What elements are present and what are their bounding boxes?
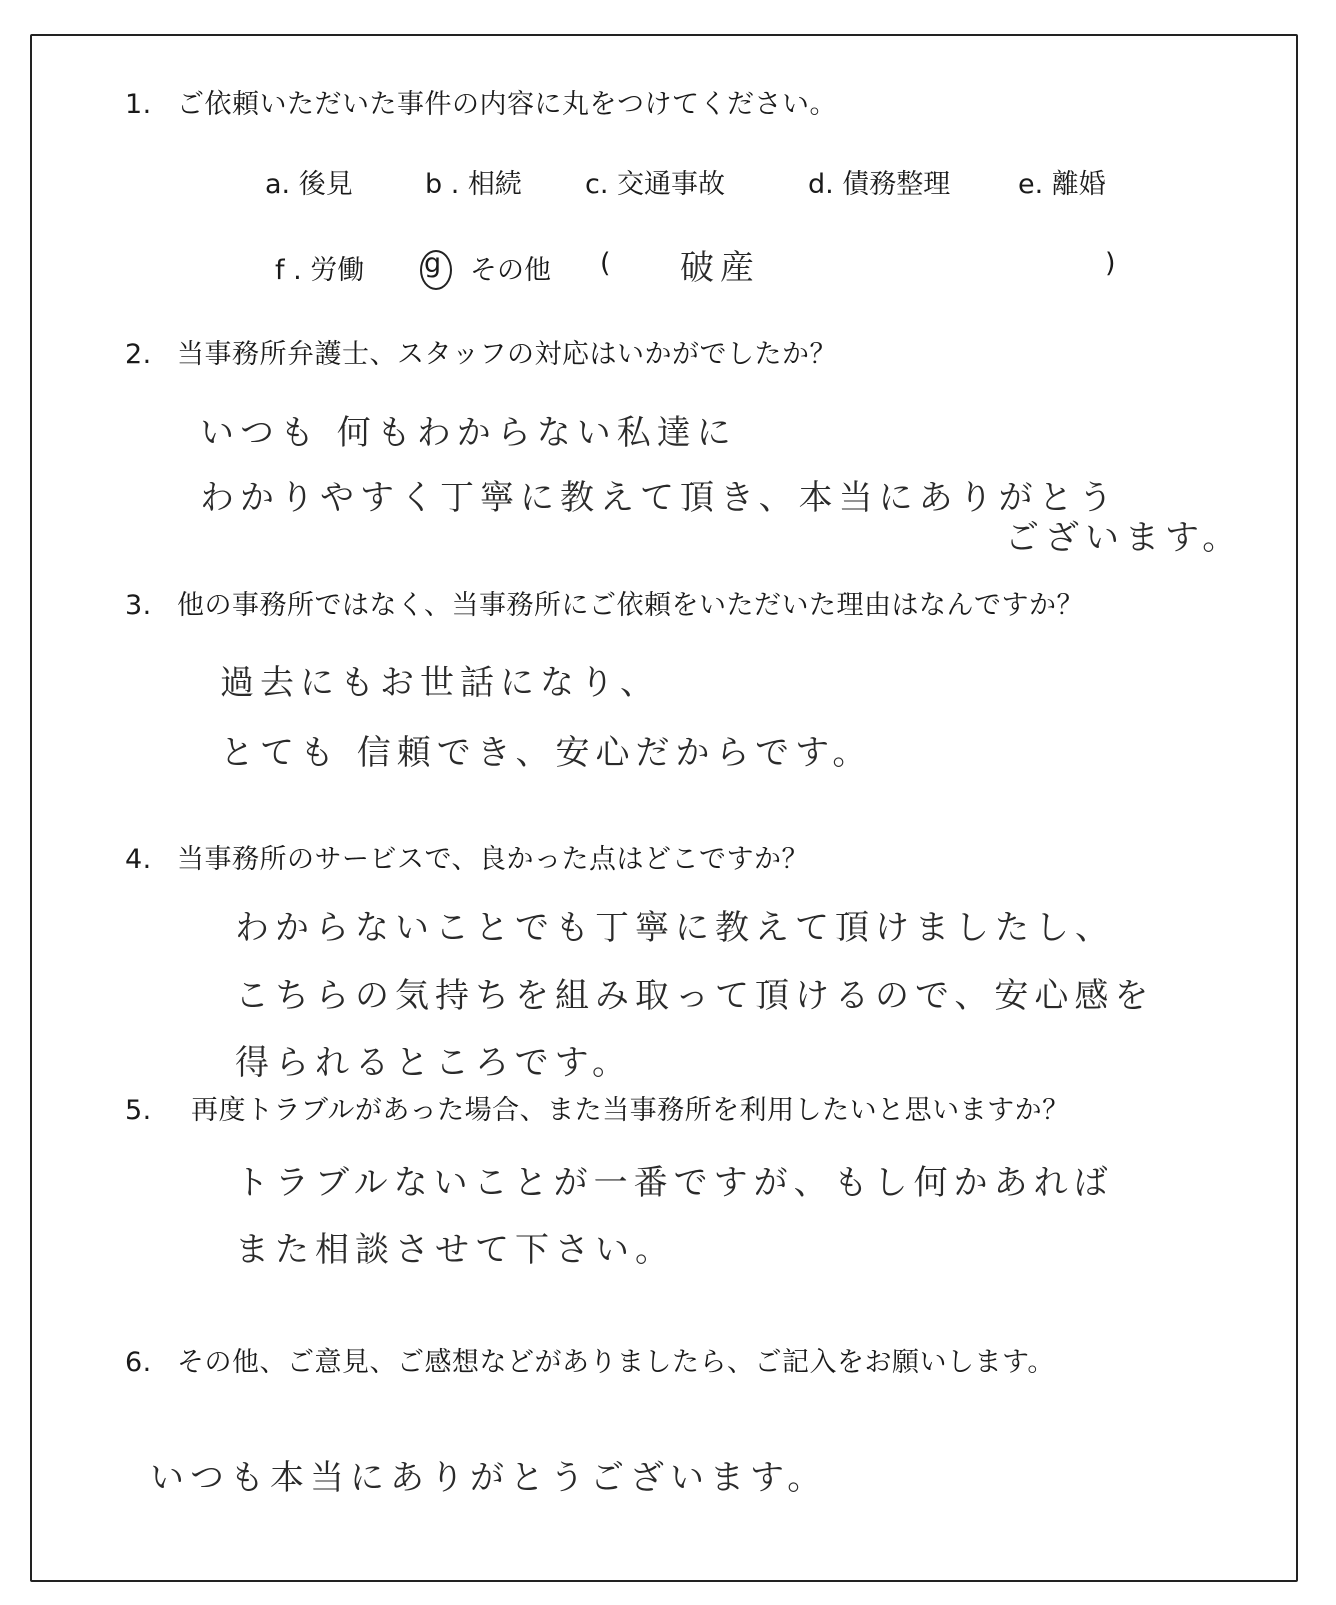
answer-2-line-2: わかりやすく丁寧に教えて頂き、本当にありがとう bbox=[200, 478, 1119, 518]
question-number: 5. bbox=[125, 1095, 152, 1126]
option-g-label: その他 bbox=[470, 255, 551, 286]
answer-2-line-3: ございます。 bbox=[1005, 518, 1243, 558]
question-1 bbox=[125, 82, 837, 121]
question-2 bbox=[125, 332, 837, 371]
answer-5-line-2: また相談させて下さい。 bbox=[235, 1230, 675, 1270]
option-e: e. 離婚 bbox=[1018, 169, 1106, 200]
question-text: その他、ご意見、ご感想などがありましたら、ご記入をお願いします。 bbox=[177, 1347, 1055, 1378]
question-number: 2. bbox=[125, 339, 152, 370]
option-d: d. 債務整理 bbox=[808, 169, 951, 200]
paren-open: ( bbox=[600, 248, 611, 279]
question-text: 再度トラブルがあった場合、また当事務所を利用したいと思いますか？ bbox=[191, 1095, 1070, 1126]
question-4 bbox=[125, 837, 809, 876]
answer-5-line-1: トラブルないことが一番ですが、もし何かあれば bbox=[235, 1163, 1114, 1203]
option-b: b . 相続 bbox=[425, 169, 522, 200]
answer-3-line-1: 過去にもお世話になり、 bbox=[220, 663, 660, 703]
question-5 bbox=[125, 1088, 1070, 1127]
question-number: 6. bbox=[125, 1347, 152, 1378]
option-a: a. 後見 bbox=[265, 169, 353, 200]
answer-2-line-1: いつも 何もわからない私達に bbox=[200, 413, 737, 453]
answer-4-line-2: こちらの気持ちを組み取って頂けるので、安心感を bbox=[235, 976, 1155, 1016]
question-text: 他の事務所ではなく、当事務所にご依頼をいただいた理由はなんですか？ bbox=[177, 590, 1084, 621]
paren-close: ) bbox=[1105, 248, 1116, 279]
question-text: 当事務所のサービスで、良かった点はどこですか？ bbox=[177, 844, 809, 875]
answer-4-line-3: 得られるところです。 bbox=[235, 1043, 632, 1083]
question-number: 4. bbox=[125, 844, 152, 875]
question-number: 1. bbox=[125, 89, 152, 120]
answer-3-line-2: とても 信頼でき、安心だからです。 bbox=[220, 733, 873, 773]
answer-6-line-1: いつも本当にありがとうございます。 bbox=[150, 1458, 828, 1498]
question-3 bbox=[125, 583, 1084, 622]
question-text: ご依頼いただいた事件の内容に丸をつけてください。 bbox=[177, 89, 837, 120]
option-g-letter: g bbox=[424, 248, 442, 279]
question-text: 当事務所弁護士、スタッフの対応はいかがでしたか？ bbox=[177, 339, 837, 370]
other-answer-handwritten: 破産 bbox=[680, 248, 760, 288]
question-6 bbox=[125, 1340, 1055, 1379]
option-f: f . 労働 bbox=[275, 255, 365, 286]
question-number: 3. bbox=[125, 590, 152, 621]
option-c: c. 交通事故 bbox=[585, 169, 726, 200]
answer-4-line-1: わからないことでも丁寧に教えて頂けましたし、 bbox=[235, 908, 1115, 948]
